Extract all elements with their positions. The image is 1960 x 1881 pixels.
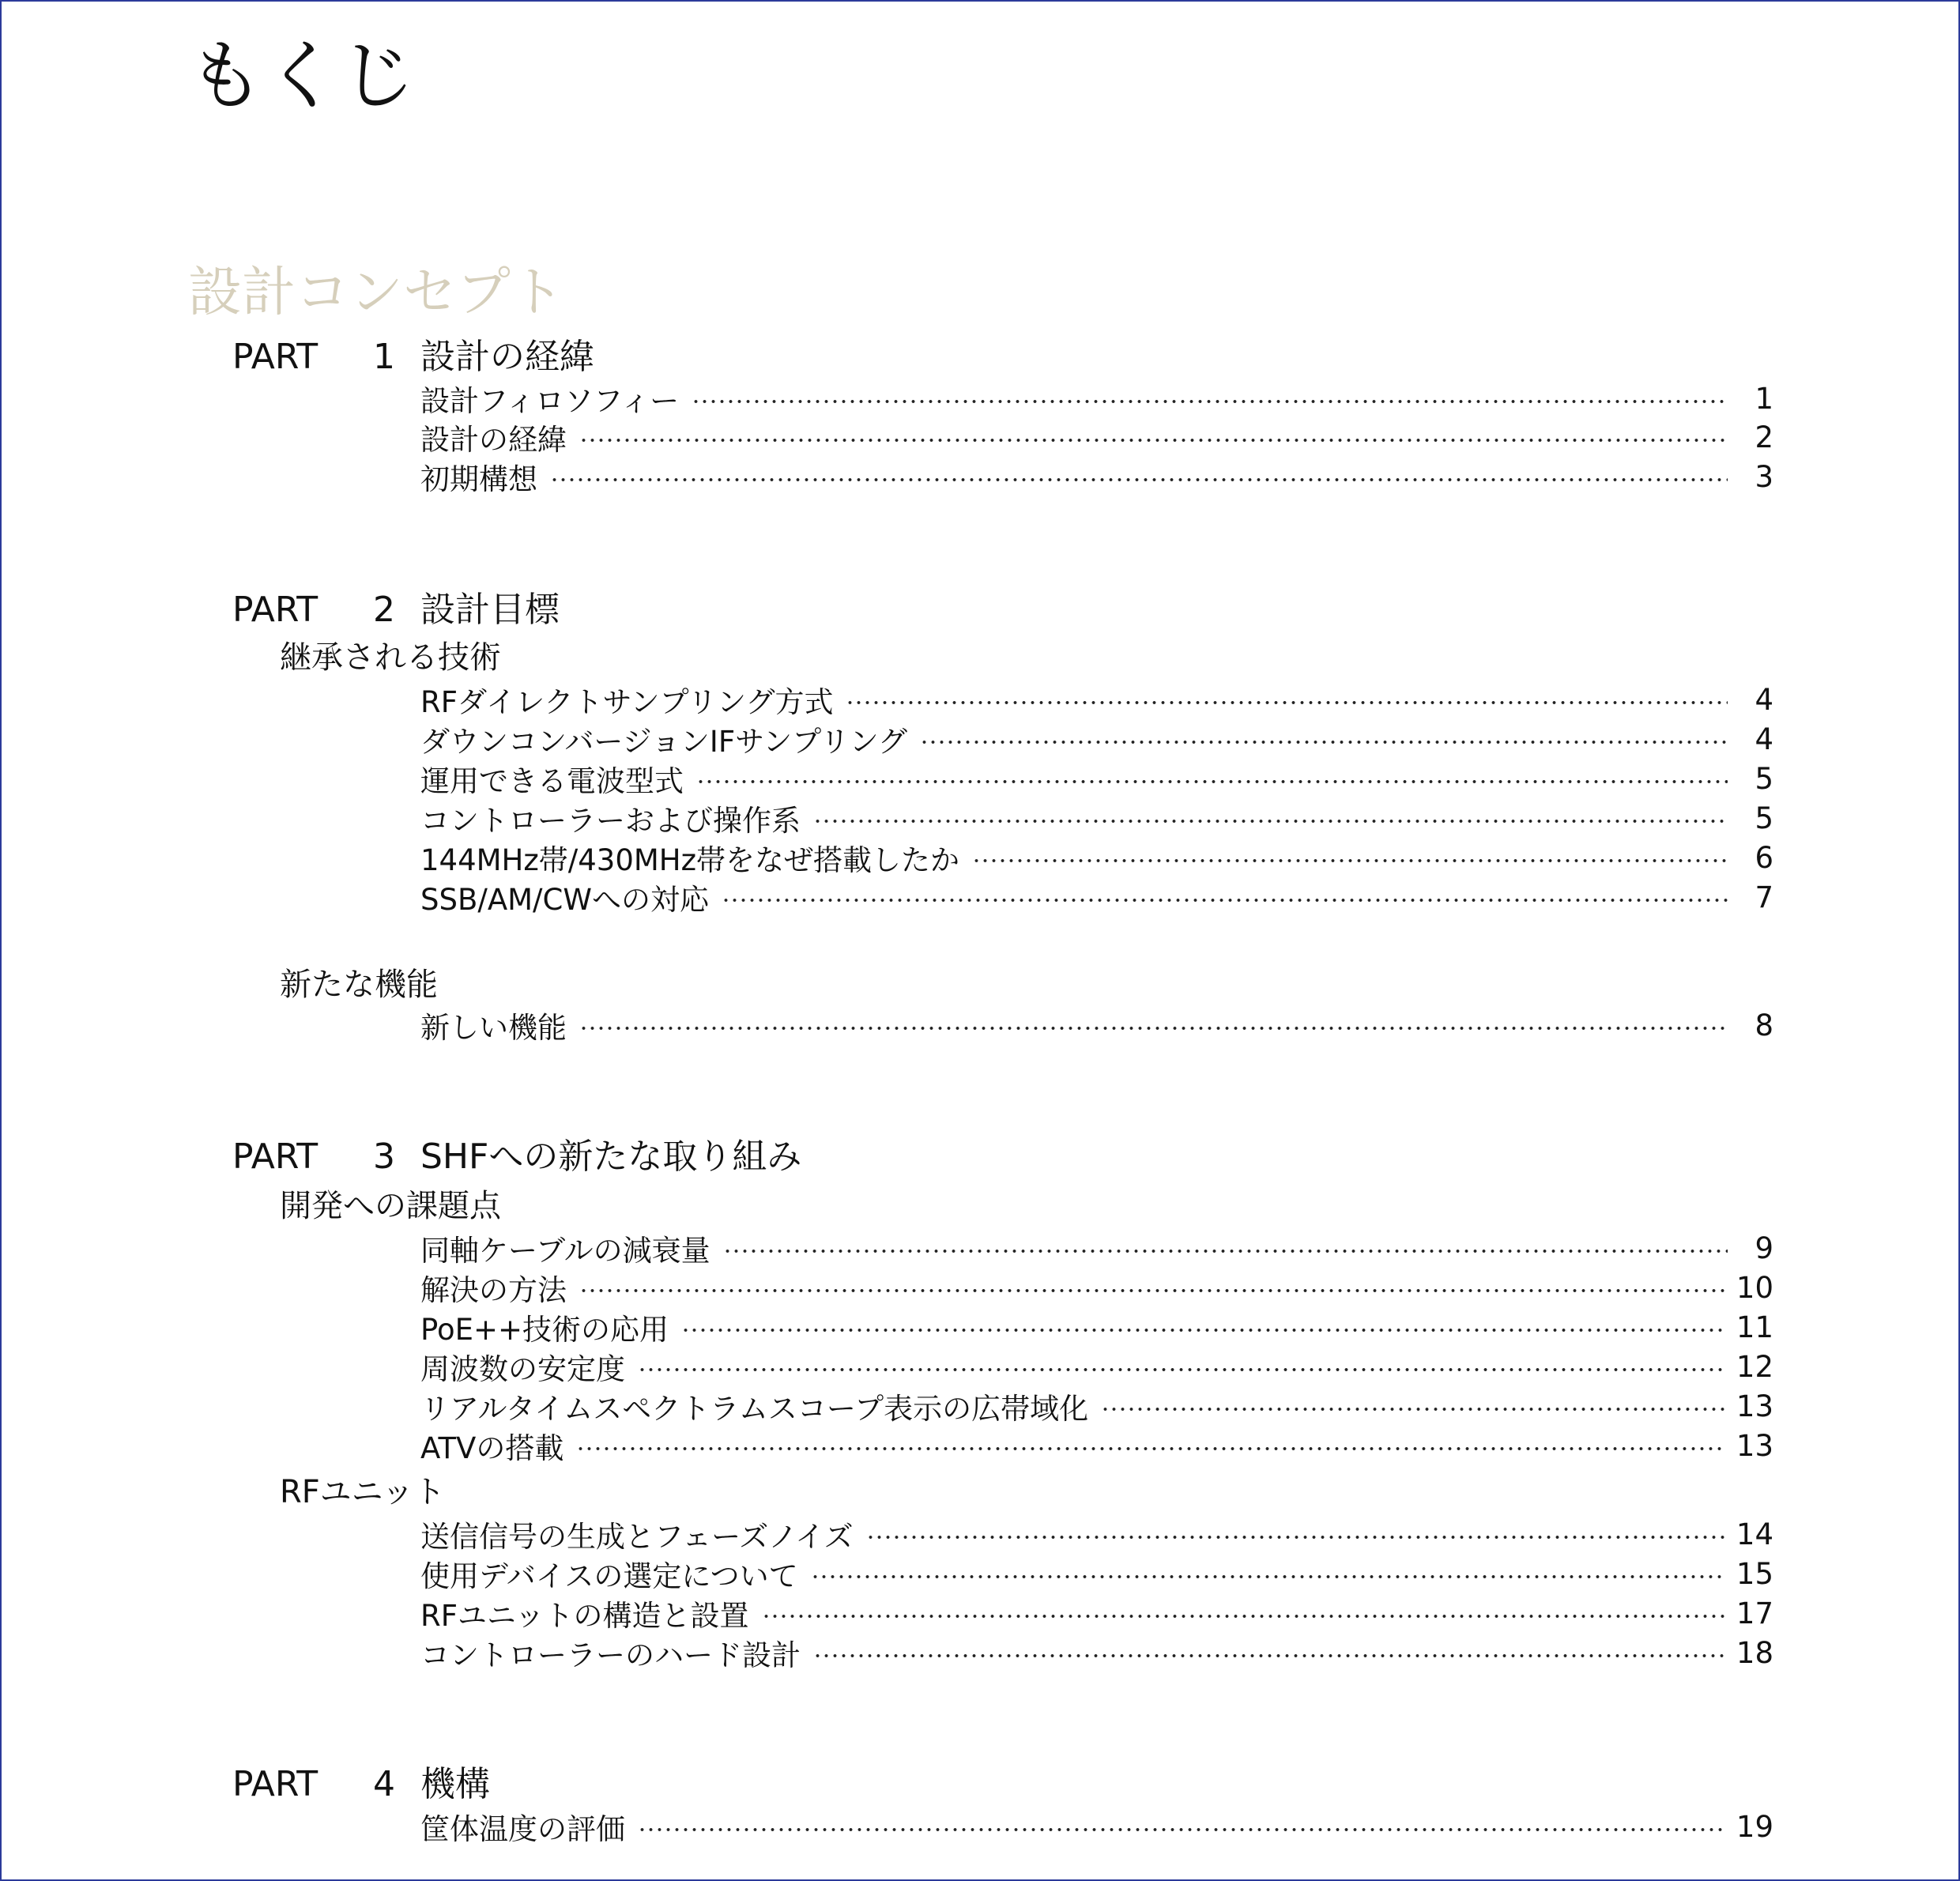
entry-label: 新しい機能 <box>420 1011 567 1045</box>
page-number: 4 <box>1755 682 1773 717</box>
dot-leader <box>846 700 1728 705</box>
entry-label: リアルタイムスペクトラムスコープ表示の広帯域化 <box>420 1392 1089 1426</box>
dot-leader <box>638 1367 1725 1372</box>
dot-leader <box>579 1026 1728 1031</box>
toc-entry[interactable] <box>420 1347 1773 1386</box>
page-number: 5 <box>1755 801 1773 835</box>
dot-leader <box>811 1574 1725 1579</box>
part-1-heading <box>232 335 944 379</box>
part-3-heading <box>232 1135 1181 1179</box>
toc-entry[interactable] <box>420 838 1773 877</box>
group-heading: 新たな機能 <box>280 967 438 1003</box>
entry-label: 使用デバイスの選定について <box>420 1559 798 1593</box>
page-number: 15 <box>1736 1556 1773 1591</box>
page-number: 7 <box>1755 880 1773 914</box>
dot-leader <box>972 858 1728 863</box>
part-number: 3 <box>373 1137 395 1177</box>
dot-leader <box>696 779 1728 784</box>
entry-label: PoE++技術の応用 <box>420 1313 669 1347</box>
toc-entry[interactable] <box>420 457 1773 496</box>
dot-leader <box>1101 1407 1725 1412</box>
dot-leader <box>866 1535 1725 1540</box>
group-heading: 開発への課題点 <box>280 1188 501 1224</box>
page-number: 19 <box>1736 1809 1773 1844</box>
part-title: 設計目標 <box>420 590 560 630</box>
page-number: 18 <box>1736 1635 1773 1670</box>
dot-leader <box>579 438 1728 443</box>
dot-leader <box>550 477 1728 482</box>
entry-label: 運用できる電波型式 <box>420 764 684 798</box>
entry-label: 同軸ケーブルの減衰量 <box>420 1234 710 1268</box>
page-number: 6 <box>1755 840 1773 875</box>
dot-leader <box>920 740 1728 744</box>
entry-label: SSB/AM/CWへの対応 <box>420 883 709 917</box>
entry-label: 144MHz帯/430MHz帯をなぜ搭載したか <box>420 843 960 877</box>
group-heading: RFユニット <box>280 1474 446 1510</box>
entry-label: ダウンコンバージョンIFサンプリング <box>420 725 908 759</box>
dot-leader <box>813 1653 1725 1658</box>
dot-leader <box>692 399 1728 404</box>
toc-entry[interactable] <box>420 1005 1773 1045</box>
entry-label: RFユニットの構造と設置 <box>420 1599 749 1633</box>
toc-entry[interactable] <box>420 680 1773 719</box>
toc-entry[interactable] <box>420 719 1773 759</box>
part-number: 2 <box>373 590 395 630</box>
part-title: SHFへの新たな取り組み <box>420 1137 802 1177</box>
page-number: 12 <box>1736 1349 1773 1384</box>
toc-entry[interactable] <box>420 759 1773 798</box>
page-number: 1 <box>1755 381 1773 416</box>
toc-entry[interactable] <box>420 1633 1773 1672</box>
entry-label: 周波数の安定度 <box>420 1352 625 1386</box>
part-number: 1 <box>373 337 395 377</box>
toc-entry[interactable] <box>420 1228 1773 1268</box>
entry-label: 筐体温度の評価 <box>420 1812 625 1846</box>
page-number: 2 <box>1755 420 1773 454</box>
toc-entry[interactable] <box>420 379 1773 418</box>
dot-leader <box>681 1328 1725 1333</box>
toc-entry[interactable] <box>420 1593 1773 1633</box>
part-label: PART <box>232 1764 318 1804</box>
dot-leader <box>723 1249 1728 1253</box>
dot-leader <box>813 819 1728 824</box>
toc-entry[interactable] <box>420 1426 1773 1465</box>
entry-label: 設計フィロソフィー <box>420 384 680 418</box>
page-number: 17 <box>1736 1596 1773 1630</box>
page-number: 8 <box>1755 1008 1773 1042</box>
entry-label: 初期構想 <box>420 462 537 496</box>
part-label: PART <box>232 337 318 377</box>
page-title: もくじ <box>188 32 416 120</box>
page-number: 10 <box>1736 1270 1773 1305</box>
part-label: PART <box>232 1137 318 1177</box>
section-title: 設計コンセプト <box>188 262 565 324</box>
toc-entry[interactable] <box>420 1514 1773 1554</box>
dot-leader <box>722 898 1728 903</box>
part-4-heading <box>232 1762 944 1807</box>
page-number: 4 <box>1755 722 1773 756</box>
toc-entry[interactable] <box>420 877 1773 917</box>
toc-entry[interactable] <box>420 1807 1773 1846</box>
page-number: 13 <box>1736 1389 1773 1423</box>
dot-leader <box>579 1288 1725 1293</box>
page-number: 14 <box>1736 1517 1773 1551</box>
entry-label: 設計の経緯 <box>420 423 567 457</box>
page-number: 3 <box>1755 459 1773 494</box>
toc-entry[interactable] <box>420 1307 1773 1347</box>
toc-entry[interactable] <box>420 1554 1773 1593</box>
group-heading: 継承される技術 <box>280 639 501 676</box>
entry-label: 送信信号の生成とフェーズノイズ <box>420 1520 854 1554</box>
entry-label: RFダイレクトサンプリング方式 <box>420 685 834 719</box>
page-number: 9 <box>1755 1231 1773 1265</box>
toc-entry[interactable] <box>420 1386 1773 1426</box>
toc-entry[interactable] <box>420 798 1773 838</box>
entry-label: ATVの搭載 <box>420 1431 564 1465</box>
toc-entry[interactable] <box>420 417 1773 457</box>
page-number: 13 <box>1736 1428 1773 1463</box>
part-title: 機構 <box>420 1764 490 1804</box>
toc-entry[interactable] <box>420 1268 1773 1307</box>
dot-leader <box>638 1827 1725 1832</box>
page-number: 11 <box>1736 1310 1773 1344</box>
part-number: 4 <box>373 1764 395 1804</box>
dot-leader <box>576 1446 1725 1451</box>
page-number: 5 <box>1755 761 1773 796</box>
entry-label: 解決の方法 <box>420 1273 567 1307</box>
part-title: 設計の経緯 <box>420 337 594 377</box>
dot-leader <box>762 1614 1725 1619</box>
entry-label: コントローラーのハード設計 <box>420 1638 801 1672</box>
part-label: PART <box>232 590 318 630</box>
part-2-heading <box>232 588 944 632</box>
entry-label: コントローラーおよび操作系 <box>420 804 801 838</box>
